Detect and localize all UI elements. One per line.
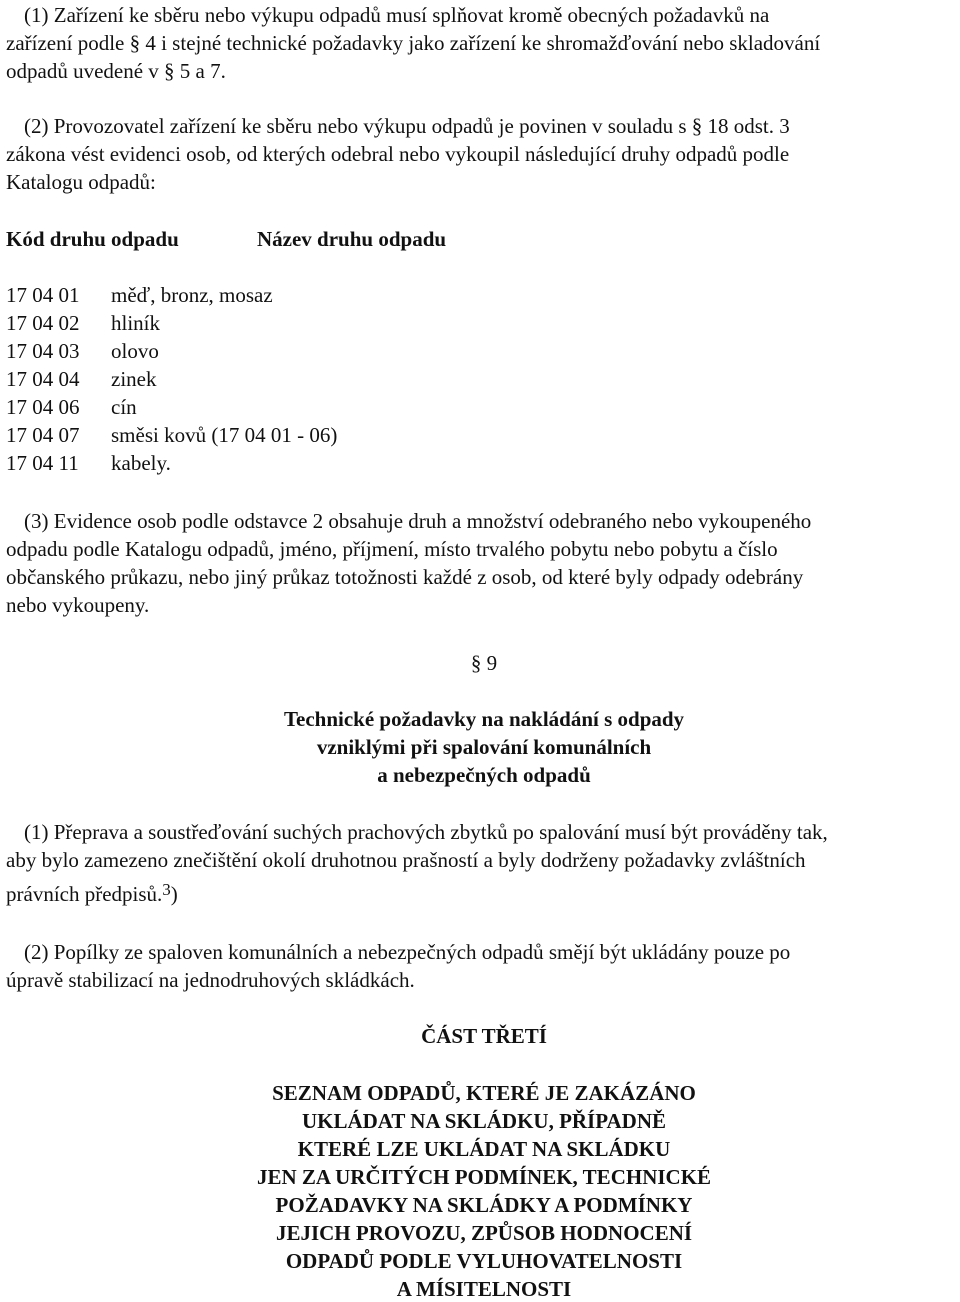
waste-name: hliník [111,311,161,335]
paragraph-1-line-1: (1) Zařízení ke sběru nebo výkupu odpadů musí splňovat kromě obecných požadavků na [24,3,770,27]
paragraph-9-1-line-2: aby bylo zamezeno znečištění okolí druhotnou prašností a byly dodrženy požadavky zvláštních [6,848,806,872]
paragraph-9-1-line-1: (1) Přeprava a soustřeďování suchých prachových zbytků po spalování musí být prováděny tak, [24,820,828,844]
section-number: § 9 [470,651,498,675]
paragraph-9-2-line-1: (2) Popílky ze spaloven komunálních a nebezpečných odpadů smějí být ukládány pouze po [24,940,791,964]
section-title-line-1: Technické požadavky na nakládání s odpady [283,707,685,731]
footnote-reference: 3 [162,880,171,899]
waste-code: 17 04 06 [6,395,80,419]
table-header-name: Název druhu odpadu [257,227,447,251]
section-title-line-3: a nebezpečných odpadů [377,763,591,787]
waste-name: zinek [111,367,157,391]
part-title-line-5: POŽADAVKY NA SKLÁDKY A PODMÍNKY [275,1193,693,1217]
paragraph-9-1-line-3 [6,882,178,906]
part-title-line-7: ODPADŮ PODLE VYLUHOVATELNOSTI [285,1249,683,1273]
waste-code: 17 04 01 [6,283,80,307]
waste-name: cín [111,395,137,419]
paragraph-2-line-1: (2) Provozovatel zařízení ke sběru nebo výkupu odpadů je povinen v souladu s § 18 odst. 3 [24,114,790,138]
waste-name: měď, bronz, mosaz [111,283,273,307]
paragraph-9-1-line-3-text: právních předpisů. [6,882,163,906]
paragraph-3-line-1: (3) Evidence osob podle odstavce 2 obsahuje druh a množství odebraného nebo vykoupeného [24,509,812,533]
part-title-line-6: JEJICH PROVOZU, ZPŮSOB HODNOCENÍ [275,1221,693,1245]
part-title-line-1: SEZNAM ODPADŮ, KTERÉ JE ZAKÁZÁNO [272,1081,696,1105]
paragraph-3-line-3: občanského průkazu, nebo jiný průkaz totožnosti každé z osob, od které byly odpady odebrány [6,565,804,589]
part-title-line-8: A MÍSITELNOSTI [396,1277,572,1301]
table-header-code: Kód druhu odpadu [6,227,179,251]
section-title-line-2: vzniklými při spalování komunálních [316,735,652,759]
paragraph-3-line-4: nebo vykoupeny. [6,593,150,617]
paragraph-9-2-line-2: úpravě stabilizací na jednodruhových skládkách. [6,968,415,992]
waste-code: 17 04 07 [6,423,80,447]
part-title-line-3: KTERÉ LZE UKLÁDAT NA SKLÁDKU [297,1137,671,1161]
waste-name: směsi kovů (17 04 01 - 06) [111,423,338,447]
waste-code: 17 04 04 [6,367,80,391]
waste-code: 17 04 02 [6,311,80,335]
paragraph-3-line-2: odpadu podle Katalogu odpadů, jméno, příjmení, místo trvalého pobytu nebo pobytu a číslo [6,537,778,561]
waste-code: 17 04 11 [6,451,79,475]
paragraph-2-line-3: Katalogu odpadů: [6,170,156,194]
footnote-closing-paren: ) [170,882,178,906]
part-heading: ČÁST TŘETÍ [421,1024,547,1048]
waste-name: kabely. [111,451,171,475]
waste-name: olovo [111,339,159,363]
paragraph-2-line-2: zákona vést evidenci osob, od kterých odebral nebo vykoupil následující druhy odpadů podle [6,142,790,166]
paragraph-1-line-2: zařízení podle § 4 i stejné technické požadavky jako zařízení ke shromažďování nebo skladování [6,31,821,55]
part-title-line-2: UKLÁDAT NA SKLÁDKU, PŘÍPADNĚ [301,1109,667,1133]
waste-code: 17 04 03 [6,339,80,363]
part-title-line-4: JEN ZA URČITÝCH PODMÍNEK, TECHNICKÉ [256,1165,712,1189]
paragraph-1-line-3: odpadů uvedené v § 5 a 7. [6,59,226,83]
